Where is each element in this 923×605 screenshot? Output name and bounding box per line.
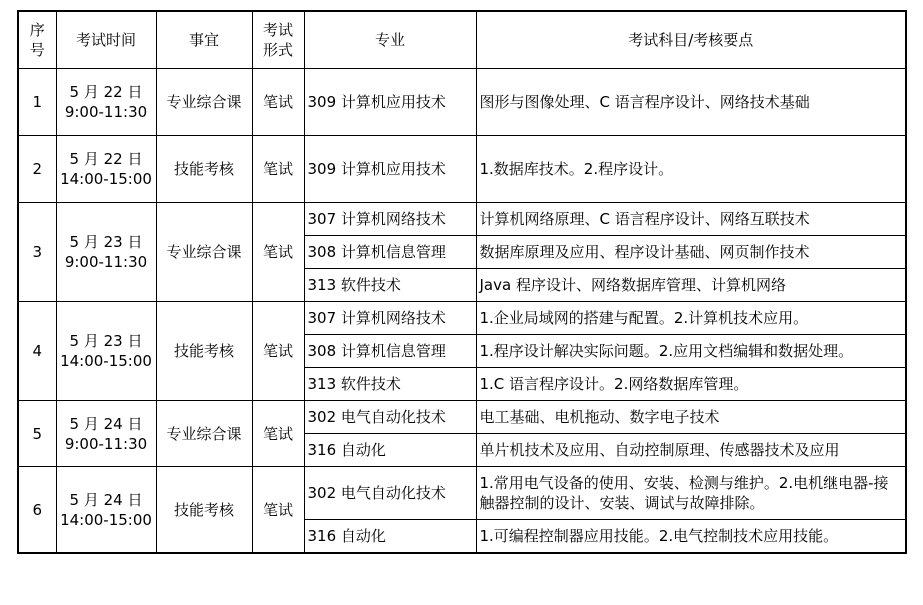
- exam-schedule-table: [17, 10, 907, 554]
- major-cell: 309 计算机应用技术: [304, 69, 476, 136]
- time-cell: 5 月 23 日 9:00-11:30: [56, 203, 156, 302]
- major-cell: 308 计算机信息管理: [304, 236, 476, 269]
- major-cell: 307 计算机网络技术: [304, 203, 476, 236]
- time-cell: 5 月 22 日 9:00-11:30: [56, 69, 156, 136]
- header-seq: 序 号: [18, 11, 56, 69]
- seq-cell: 2: [18, 136, 56, 203]
- header-time: 考试时间: [56, 11, 156, 69]
- subjects-cell: 1.程序设计解决实际问题。2.应用文档编辑和数据处理。: [476, 335, 906, 368]
- form-cell: 笔试: [252, 302, 304, 401]
- subjects-cell: 电工基础、电机拖动、数字电子技术: [476, 401, 906, 434]
- subjects-cell: Java 程序设计、网络数据库管理、计算机网络: [476, 269, 906, 302]
- header-major: 专业: [304, 11, 476, 69]
- form-cell: 笔试: [252, 69, 304, 136]
- subjects-cell: 计算机网络原理、C 语言程序设计、网络互联技术: [476, 203, 906, 236]
- subjects-cell: 1.常用电气设备的使用、安装、检测与维护。2.电机继电器-接触器控制的设计、安装、调试与故障排除。: [476, 467, 906, 520]
- item-cell: 专业综合课: [156, 401, 252, 467]
- table-row: [18, 467, 906, 520]
- major-cell: 313 软件技术: [304, 368, 476, 401]
- seq-cell: 5: [18, 401, 56, 467]
- item-cell: 专业综合课: [156, 203, 252, 302]
- item-cell: 技能考核: [156, 467, 252, 554]
- major-cell: 316 自动化: [304, 434, 476, 467]
- subjects-cell: 图形与图像处理、C 语言程序设计、网络技术基础: [476, 69, 906, 136]
- form-cell: 笔试: [252, 203, 304, 302]
- major-cell: 308 计算机信息管理: [304, 335, 476, 368]
- subjects-cell: 1.C 语言程序设计。2.网络数据库管理。: [476, 368, 906, 401]
- seq-cell: 3: [18, 203, 56, 302]
- major-cell: 313 软件技术: [304, 269, 476, 302]
- major-cell: 302 电气自动化技术: [304, 401, 476, 434]
- major-cell: 316 自动化: [304, 520, 476, 554]
- item-cell: 技能考核: [156, 302, 252, 401]
- subjects-cell: 1.企业局域网的搭建与配置。2.计算机技术应用。: [476, 302, 906, 335]
- major-cell: 307 计算机网络技术: [304, 302, 476, 335]
- header-item: 事宜: [156, 11, 252, 69]
- major-cell: 302 电气自动化技术: [304, 467, 476, 520]
- time-cell: 5 月 24 日 9:00-11:30: [56, 401, 156, 467]
- table-row: [18, 401, 906, 434]
- seq-cell: 6: [18, 467, 56, 554]
- header-row: [18, 11, 906, 69]
- header-form: 考试 形式: [252, 11, 304, 69]
- time-cell: 5 月 22 日 14:00-15:00: [56, 136, 156, 203]
- seq-cell: 1: [18, 69, 56, 136]
- subjects-cell: 1.可编程控制器应用技能。2.电气控制技术应用技能。: [476, 520, 906, 554]
- table-row: [18, 136, 906, 203]
- item-cell: 技能考核: [156, 136, 252, 203]
- major-cell: 309 计算机应用技术: [304, 136, 476, 203]
- time-cell: 5 月 24 日 14:00-15:00: [56, 467, 156, 554]
- subjects-cell: 1.数据库技术。2.程序设计。: [476, 136, 906, 203]
- time-cell: 5 月 23 日 14:00-15:00: [56, 302, 156, 401]
- header-subjects: 考试科目/考核要点: [476, 11, 906, 69]
- table-row: [18, 203, 906, 236]
- form-cell: 笔试: [252, 401, 304, 467]
- subjects-cell: 数据库原理及应用、程序设计基础、网页制作技术: [476, 236, 906, 269]
- table-row: [18, 69, 906, 136]
- seq-cell: 4: [18, 302, 56, 401]
- subjects-cell: 单片机技术及应用、自动控制原理、传感器技术及应用: [476, 434, 906, 467]
- table-row: [18, 302, 906, 335]
- form-cell: 笔试: [252, 136, 304, 203]
- form-cell: 笔试: [252, 467, 304, 554]
- item-cell: 专业综合课: [156, 69, 252, 136]
